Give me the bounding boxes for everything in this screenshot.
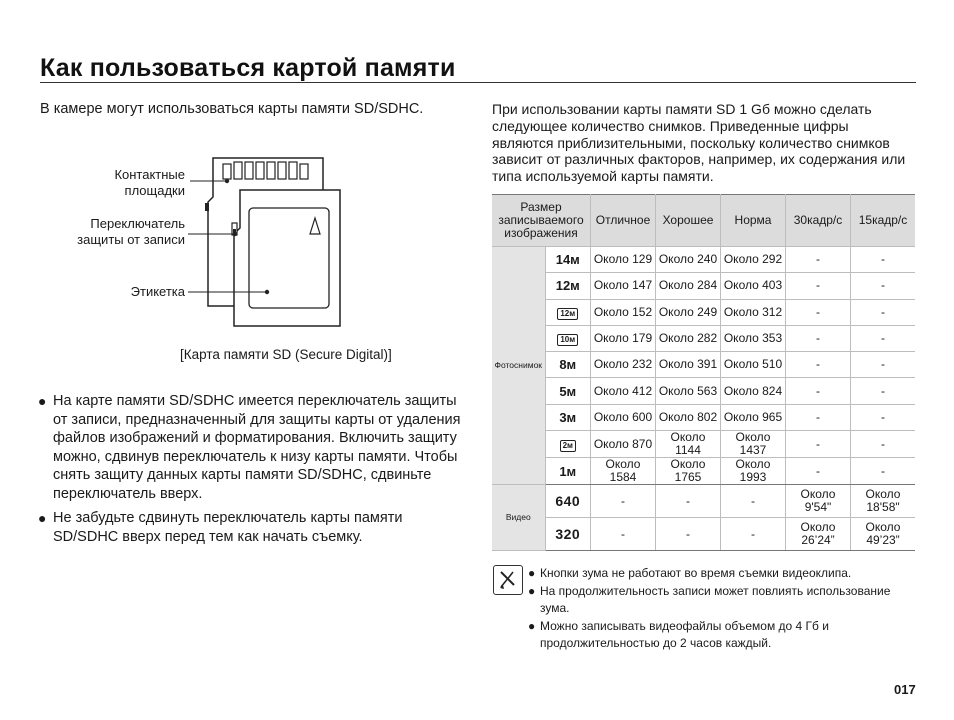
resolution-icon-label: 2м: [560, 440, 576, 452]
switch-label: [40, 216, 185, 248]
switch-label-line2: защиты от записи: [77, 232, 185, 247]
table-cell: -: [851, 458, 916, 485]
resolution-icon: [545, 247, 590, 273]
table-cell: -: [786, 299, 851, 325]
note-dot-icon: ●: [528, 583, 536, 598]
table-cell: Около 824: [721, 378, 786, 404]
table-cell: -: [786, 431, 851, 458]
table-cell: -: [591, 485, 656, 518]
note-dot-icon: ●: [528, 566, 536, 580]
label-label: Этикетка: [130, 284, 185, 299]
resolution-icon-label: 12м: [555, 278, 580, 294]
header-15fps: 15кадр/с: [851, 195, 916, 247]
table-cell: -: [851, 404, 916, 430]
table-cell: Около 18'58": [851, 485, 916, 518]
header-normal: Норма: [721, 195, 786, 247]
group-photo: Фотоснимок: [492, 247, 545, 485]
table-cell: -: [851, 247, 916, 273]
table-cell: Около 802: [656, 404, 721, 430]
resolution-icon-label: 3м: [559, 409, 577, 425]
resolution-icon-label: 12м: [557, 308, 578, 320]
note-pencil-icon: [493, 565, 523, 595]
table-cell: -: [656, 518, 721, 551]
table-cell: Около 249: [656, 299, 721, 325]
contacts-label: [80, 167, 185, 199]
page-number: 017: [894, 682, 916, 697]
table-cell: -: [851, 325, 916, 351]
table-row: [492, 299, 915, 325]
table-cell: Около 1144: [656, 431, 721, 458]
table-cell: -: [656, 485, 721, 518]
table-cell: Около 179: [591, 325, 656, 351]
table-cell: -: [786, 325, 851, 351]
resolution-icon: [545, 404, 590, 430]
table-cell: -: [851, 273, 916, 299]
note-item: [528, 565, 908, 583]
table-cell: -: [591, 518, 656, 551]
resolution-icon: [545, 299, 590, 325]
bullet-dot-icon: ●: [38, 510, 47, 526]
group-video: Видео: [492, 485, 545, 551]
table-row: [492, 273, 915, 299]
table-cell: -: [786, 458, 851, 485]
title-rule: [40, 82, 916, 83]
video-resolution-icon: 640: [545, 485, 590, 518]
table-row: [492, 458, 915, 485]
bullet-text: Не забудьте сдвинуть переключатель карты памяти SD/SDHC вверх перед тем как начать съемку.: [53, 510, 403, 545]
note-text: На продолжительность записи может повлиять использование зума.: [540, 583, 891, 615]
table-cell: -: [851, 378, 916, 404]
header-excellent: Отличное: [591, 195, 656, 247]
bullet-text: На карте памяти SD/SDHC имеется переключатель защиты от записи, предназначенный для защиты карты от удаления файлов изображений и форматирования. Включить защиту можно, сдвинув переключатель к низу карты памяти. Чтобы снять защиту данных карты памяти SD/SDHC, сдвиньте переключатель вверх.: [53, 393, 461, 502]
note-text: Кнопки зума не работают во время съемки видеоклипа.: [540, 566, 852, 580]
table-cell: -: [786, 378, 851, 404]
table-cell: Около 49’23”: [851, 518, 916, 551]
table-row: [492, 431, 915, 458]
left-intro: В камере могут использоваться карты памяти SD/SDHC.: [40, 101, 424, 117]
table-cell: -: [851, 299, 916, 325]
table-row: [492, 352, 915, 378]
left-bullets: [38, 392, 468, 552]
table-cell: Около 1765: [656, 458, 721, 485]
note-item: [528, 583, 908, 618]
resolution-icon: [545, 352, 590, 378]
resolution-icon: [545, 458, 590, 485]
table-cell: Около 284: [656, 273, 721, 299]
table-row: [492, 485, 915, 518]
table-row: [492, 404, 915, 430]
header-30fps: 30кадр/с: [786, 195, 851, 247]
resolution-icon-label: 10м: [557, 334, 578, 346]
table-row: [492, 518, 915, 551]
table-cell: -: [786, 273, 851, 299]
card-caption: [Карта памяти SD (Secure Digital)]: [180, 347, 392, 362]
table-cell: Около 391: [656, 352, 721, 378]
header-size: Размер записываемого изображения: [492, 195, 591, 247]
bullet-item: [38, 509, 468, 546]
table-cell: -: [786, 404, 851, 430]
table-cell: Около 147: [591, 273, 656, 299]
video-resolution-icon: 320: [545, 518, 590, 551]
capacity-table: [492, 194, 915, 551]
table-row: [492, 247, 915, 273]
table-cell: Около 353: [721, 325, 786, 351]
table-cell: Около 26’24”: [786, 518, 851, 551]
table-cell: -: [851, 431, 916, 458]
resolution-icon: [545, 325, 590, 351]
table-cell: Около 1993: [721, 458, 786, 485]
table-row: [492, 378, 915, 404]
table-cell: Около 510: [721, 352, 786, 378]
table-cell: Около 232: [591, 352, 656, 378]
table-cell: Около 870: [591, 431, 656, 458]
resolution-icon-label: 1м: [559, 463, 577, 479]
header-good: Хорошее: [656, 195, 721, 247]
resolution-icon-label: 5м: [559, 383, 577, 399]
note-item: [528, 618, 908, 653]
table-cell: -: [851, 352, 916, 378]
table-cell: Около 563: [656, 378, 721, 404]
notes-list: [528, 565, 908, 653]
resolution-icon-label: 8м: [559, 357, 577, 373]
contacts-label-line2: площадки: [124, 183, 185, 198]
resolution-icon: [545, 273, 590, 299]
right-intro: При использовании карты памяти SD 1 Gб можно сделать следующее количество снимков. Приведенные цифры являются приблизительными, поскольку количество снимков зависит от различных факторов, например, их содержания или типа используемой карты памяти.: [492, 101, 906, 185]
contacts-label-line1: Контактные: [114, 167, 185, 182]
table-cell: Около 292: [721, 247, 786, 273]
bullet-dot-icon: ●: [38, 393, 47, 409]
resolution-icon: [545, 431, 590, 458]
table-cell: Около 282: [656, 325, 721, 351]
table-cell: -: [786, 352, 851, 378]
resolution-icon-label: 14м: [555, 252, 580, 268]
resolution-icon: [545, 378, 590, 404]
table-row: [492, 325, 915, 351]
table-cell: Около 412: [591, 378, 656, 404]
table-cell: Около 9'54": [786, 485, 851, 518]
table-cell: Около 1584: [591, 458, 656, 485]
sd-card-figure: [40, 150, 470, 340]
table-cell: -: [721, 485, 786, 518]
table-cell: Около 240: [656, 247, 721, 273]
table-cell: -: [721, 518, 786, 551]
note-dot-icon: ●: [528, 618, 536, 633]
table-cell: Около 312: [721, 299, 786, 325]
photo-rows: [492, 247, 915, 485]
note-text: Можно записывать видеофайлы объемом до 4 Гб и продолжительностью до 2 часов каждый.: [540, 618, 829, 650]
table-cell: Около 152: [591, 299, 656, 325]
bullet-item: [38, 392, 468, 503]
table-header-row: [492, 195, 915, 247]
table-cell: Около 129: [591, 247, 656, 273]
table-cell: Около 965: [721, 404, 786, 430]
video-rows: [492, 485, 915, 551]
table-cell: Около 403: [721, 273, 786, 299]
table-cell: -: [786, 247, 851, 273]
table-cell: Около 600: [591, 404, 656, 430]
table-cell: Около 1437: [721, 431, 786, 458]
switch-label-line1: Переключатель: [90, 216, 185, 231]
page-title: Как пользоваться картой памяти: [40, 54, 456, 82]
